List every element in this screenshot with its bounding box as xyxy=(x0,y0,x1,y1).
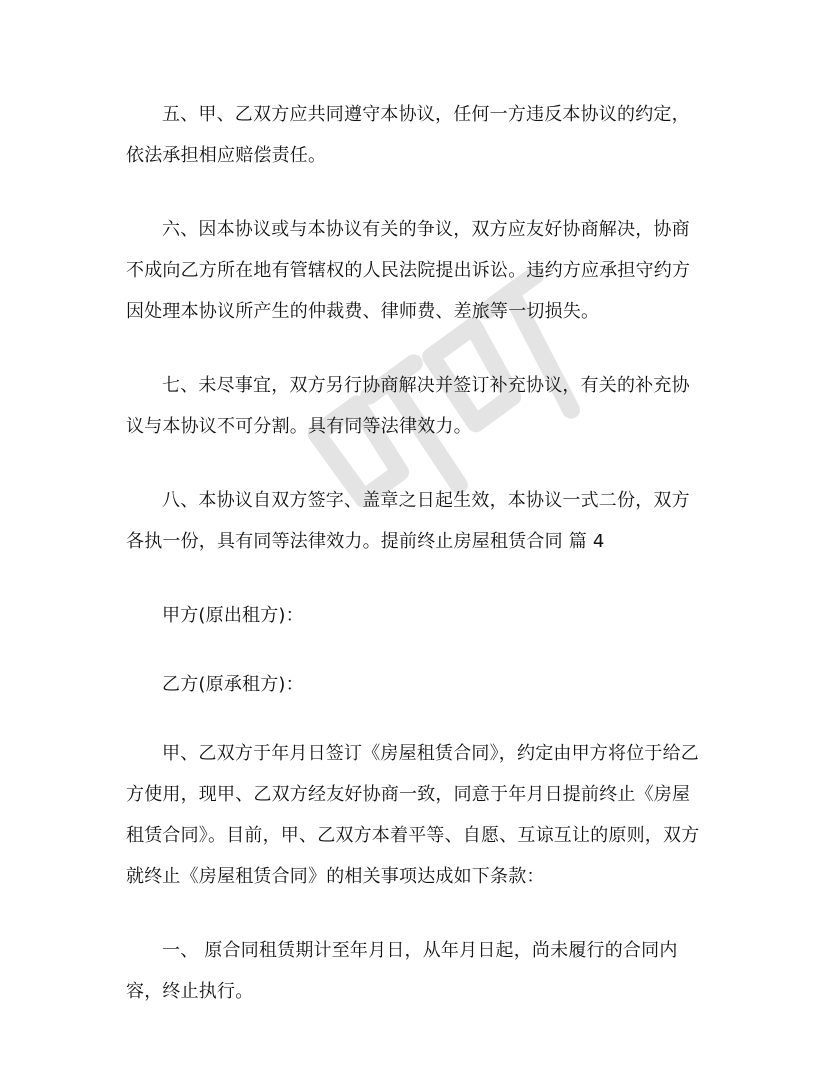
party-a-line: 甲方(原出租方)： xyxy=(162,605,304,626)
paragraph-six: 六、因本协议或与本协议有关的争议，双方应友好协商解决，协商不成向乙方所在地有管辖权的人民法院提出诉讼。违约方应承担守约方因处理本协议所产生的仲裁费、律师费、差旅等一切损失。 xyxy=(126,219,691,322)
clause-one: 一、 原合同租赁期计至年月日，从年月日起，尚未履行的合同内容，终止执行。 xyxy=(126,940,678,1002)
paragraph-eight: 八、本协议自双方签字、盖章之日起生效，本协议一式二份，双方各执一份，具有同等法律效力。提前终止房屋租赁合同 篇 4 xyxy=(126,490,690,552)
paragraph-five: 五、甲、乙双方应共同遵守本协议，任何一方违反本协议的约定，依法承担相应赔偿责任。 xyxy=(126,104,690,166)
paragraph-seven: 七、未尽事宜，双方另行协商解决并签订补充协议，有关的补充协议与本协议不可分割。具有同等法律效力。 xyxy=(126,375,690,437)
document-content xyxy=(126,94,704,1045)
contract-intro: 甲、乙双方于年月日签订《房屋租赁合同》，约定由甲方将位于给乙方使用，现甲、乙双方经友好协商一致，同意于年月日提前终止《房屋租赁合同》。目前，甲、乙双方本着平等、自愿、互谅互让的原则，双方就终止《房屋租赁合同》的相关事项达成如下条款： xyxy=(126,743,700,887)
party-b-line: 乙方(原承租方)： xyxy=(162,674,304,695)
